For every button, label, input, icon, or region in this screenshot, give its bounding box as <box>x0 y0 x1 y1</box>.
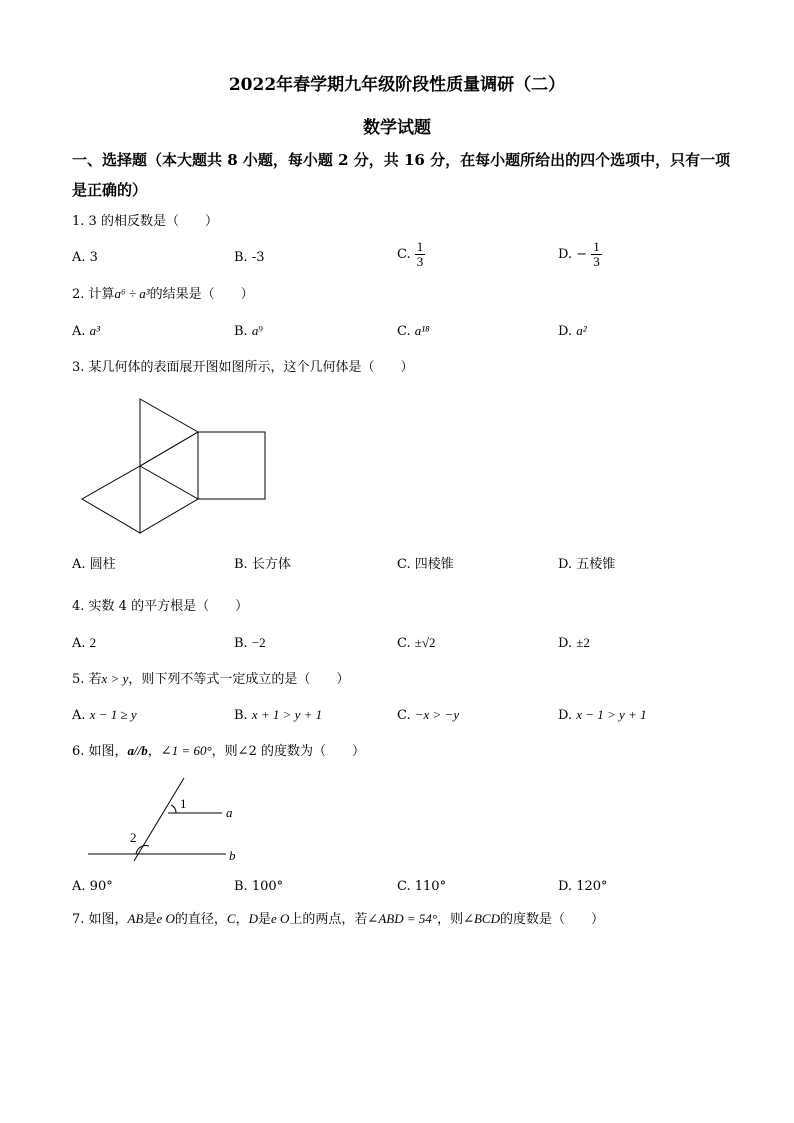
stem-text: 6. 如图， <box>72 744 128 759</box>
stem-text: ， <box>235 912 249 927</box>
fraction-denominator: 3 <box>416 254 424 269</box>
question-6-option-b[interactable] <box>234 878 283 896</box>
question-3-stem: 3. 某几何体的表面展开图如图所示，这个几何体是（ ） <box>72 360 414 375</box>
question-5-option-c[interactable] <box>397 706 459 725</box>
stem-expression: AB <box>127 911 144 926</box>
angle-2-label: 2 <box>130 830 137 845</box>
option-text: 120° <box>576 879 608 894</box>
minus-sign: − <box>576 247 588 262</box>
stem-text: 上的两点，若 <box>289 912 368 927</box>
option-label: A. <box>72 324 86 339</box>
question-3-option-a[interactable] <box>72 556 116 574</box>
question-6-option-c[interactable] <box>397 878 446 896</box>
stem-text: 的直径， <box>174 912 227 927</box>
fraction-numerator: 1 <box>416 239 424 254</box>
stem-expression: a//b <box>127 743 148 758</box>
option-text: x − 1 > y + 1 <box>576 707 647 722</box>
question-2-stem <box>72 285 254 304</box>
question-5-option-a[interactable] <box>72 706 137 725</box>
line-b-label: b <box>229 848 236 863</box>
option-text: a³ <box>89 323 101 338</box>
option-label: C. <box>397 557 411 572</box>
question-4-option-d[interactable] <box>558 634 590 653</box>
stem-text: 7. 如图， <box>72 912 128 927</box>
net-middle-edge <box>140 432 198 466</box>
stem-text: 的度数是（ ） <box>499 912 604 927</box>
option-label: D. <box>558 879 573 894</box>
stem-expression: a⁶ ÷ a³ <box>114 286 150 301</box>
option-label: C. <box>397 879 411 894</box>
stem-text: ，则∠2 的度数为（ ） <box>211 744 365 759</box>
option-text: a² <box>576 323 587 338</box>
question-3-option-d[interactable] <box>558 556 615 574</box>
question-1-option-b[interactable] <box>234 249 265 267</box>
option-text: 90° <box>89 879 113 894</box>
option-label: C. <box>397 324 411 339</box>
stem-text: 2. 计算 <box>72 287 115 302</box>
question-2-option-a[interactable] <box>72 322 100 341</box>
stem-text: 的结果是（ ） <box>149 287 254 302</box>
net-diagram <box>78 395 273 537</box>
option-text: 110° <box>414 879 447 894</box>
question-3-option-b[interactable] <box>234 556 291 574</box>
question-6-option-d[interactable] <box>558 878 608 896</box>
question-1-option-d[interactable] <box>558 240 602 269</box>
question-4-option-b[interactable] <box>234 634 266 653</box>
option-label: D. <box>558 247 573 262</box>
stem-expression: C <box>226 911 236 926</box>
angle-1-label: 1 <box>180 796 187 811</box>
option-label: A. <box>72 557 86 572</box>
stem-text: ， <box>147 744 161 759</box>
option-text: ±√2 <box>414 635 436 650</box>
option-label: D. <box>558 324 573 339</box>
option-label: B. <box>234 324 248 339</box>
option-label: D. <box>558 557 573 572</box>
question-5-option-b[interactable] <box>234 706 322 725</box>
option-text: 2 <box>89 635 97 650</box>
option-text: 圆柱 <box>89 557 116 572</box>
stem-text: 5. 若 <box>72 672 102 687</box>
fraction-denominator: 3 <box>593 254 600 269</box>
question-1-option-a[interactable] <box>72 249 98 267</box>
transversal <box>134 778 184 861</box>
question-1-stem: 1. 3 的相反数是（ ） <box>72 214 218 229</box>
net-top-triangle <box>140 399 198 466</box>
stem-expression: x > y <box>101 671 129 686</box>
stem-text: ，则 <box>437 912 464 927</box>
option-text: -3 <box>251 250 265 265</box>
option-label: B. <box>234 879 248 894</box>
option-label: D. <box>558 636 573 651</box>
stem-expression: e O <box>270 911 290 926</box>
section-heading: 一、选择题（本大题共 8 小题，每小题 2 分，共 16 分，在每小题所给出的四个选项中，只有一项是正确的） <box>72 151 731 199</box>
exam-subtitle: 数学试题 <box>363 118 431 138</box>
net-left-triangle <box>82 466 140 533</box>
option-text: 长方体 <box>251 557 291 572</box>
option-label: C. <box>397 247 411 262</box>
parallel-lines-diagram <box>84 775 249 865</box>
stem-expression: ∠BCD <box>463 911 500 926</box>
option-text: 3 <box>89 250 98 265</box>
question-3-option-c[interactable] <box>397 556 454 574</box>
option-label: B. <box>234 250 248 265</box>
question-4-stem: 4. 实数 4 的平方根是（ ） <box>72 599 249 614</box>
question-7-stem <box>72 910 604 929</box>
option-text: 四棱锥 <box>414 557 454 572</box>
option-label: C. <box>397 636 411 651</box>
option-text: −2 <box>251 635 266 650</box>
option-label: B. <box>234 636 248 651</box>
option-label: D. <box>558 708 573 723</box>
option-label: B. <box>234 557 248 572</box>
option-text: x − 1 ≥ y <box>89 707 137 722</box>
option-label: C. <box>397 708 411 723</box>
option-text: 五棱锥 <box>576 557 616 572</box>
option-text: x + 1 > y + 1 <box>251 707 323 722</box>
option-label: B. <box>234 708 248 723</box>
option-text: 100° <box>251 879 284 894</box>
fraction <box>415 240 426 269</box>
exam-title: 2022年春学期九年级阶段性质量调研（二） <box>228 75 566 95</box>
option-label: A. <box>72 636 86 651</box>
stem-expression: e O <box>156 911 175 926</box>
stem-text: 是 <box>143 912 157 927</box>
net-square <box>198 432 265 499</box>
question-1-option-c[interactable] <box>397 240 425 269</box>
question-5-stem <box>72 670 349 689</box>
question-2-option-d[interactable] <box>558 322 587 341</box>
stem-expression: ∠1 = 60° <box>160 743 212 758</box>
stem-text: ，则下列不等式一定成立的是（ ） <box>128 672 350 687</box>
question-2-option-c[interactable] <box>397 322 430 341</box>
stem-expression: D <box>248 911 258 926</box>
option-text: a¹⁸ <box>414 323 430 338</box>
fraction <box>591 240 602 269</box>
net-bottom-triangle <box>140 466 198 533</box>
question-6-option-a[interactable] <box>72 878 113 896</box>
stem-text: 是 <box>257 912 271 927</box>
question-6-stem <box>72 742 365 761</box>
stem-expression: ∠ABD = 54° <box>367 911 438 926</box>
option-text: ±2 <box>576 635 590 650</box>
question-4-option-c[interactable] <box>397 634 436 653</box>
option-label: A. <box>72 708 86 723</box>
option-text: −x > −y <box>414 707 460 722</box>
angle-1-arc <box>171 805 176 813</box>
question-2-option-b[interactable] <box>234 322 263 341</box>
option-label: A. <box>72 879 86 894</box>
question-5-option-d[interactable] <box>558 706 647 725</box>
line-a-label: a <box>226 805 233 820</box>
question-4-option-a[interactable] <box>72 634 96 653</box>
option-label: A. <box>72 250 86 265</box>
option-text: a⁹ <box>251 323 263 338</box>
fraction-numerator: 1 <box>593 239 600 254</box>
